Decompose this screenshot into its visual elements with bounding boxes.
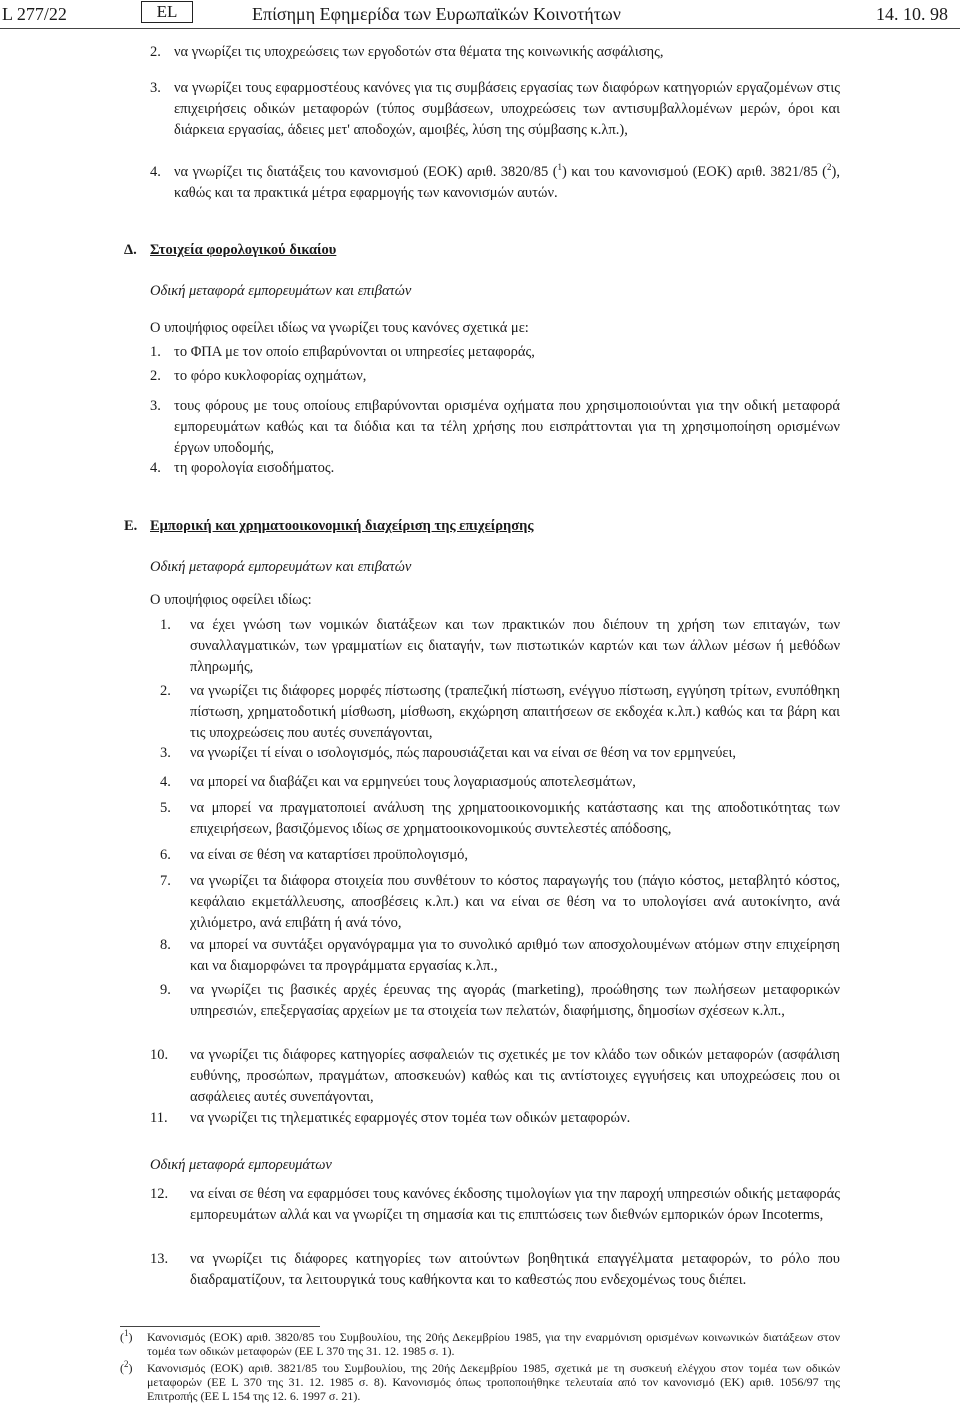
list-item: 4. να γνωρίζει τις διατάξεις του κανονισμού (ΕΟΚ) αριθ. 3820/85 ($^1$) και του κανονισμού (ΕΟΚ) αριθ. 3821/85 ($^2$), καθώς και τα πρακτικά μέτρα εφαρμογής των κανονισμών αυτών. bbox=[150, 162, 840, 201]
list-item: 5. να μπορεί να πραγματοποιεί ανάλυση της χρηματοοικονομικής κατάστασης και της αποδοτικότητας των επιχειρήσεων, βασιζόμενος ιδίως σε χρηματοοικονομικούς συντελεστές απόδοσης, bbox=[160, 800, 840, 837]
list-item: 1. το ΦΠΑ με τον οποίο επιβαρύνονται οι υπηρεσίες μεταφοράς, bbox=[150, 344, 535, 360]
list-item: 8. να μπορεί να συντάξει οργανόγραμμα για το συνολικό αριθμό των αποσχολουμένων ατόμων στην επιχείρηση και να διαμορφώνει τα προγράμματα εργασίας κ.λπ., bbox=[160, 937, 840, 974]
language-box: EL bbox=[141, 1, 193, 23]
list-item: 9. να γνωρίζει τις βασικές αρχές έρευνας της αγοράς (marketing), προώθησης των πωλήσεων μεταφορικών υπηρεσιών, επεξεργασίας αρχείων με τα στοιχεία των πελατών, διαφήμισης, δημοσίων σχέσεων κ.λπ., bbox=[160, 982, 840, 1019]
intro-text: Ο υποψήφιος οφείλει ιδίως να γνωρίζει τους κανόνες σχετικά με: bbox=[150, 320, 529, 336]
page-reference: L 277/22 bbox=[2, 4, 67, 24]
subheading: Οδική μεταφορά εμπορευμάτων bbox=[150, 1157, 332, 1173]
list-item: 3. να γνωρίζει τί είναι ο ισολογισμός, πώς παρουσιάζεται και να είναι σε θέση να τον ερμηνεύει, bbox=[160, 745, 736, 761]
list-item: 3. να γνωρίζει τους εφαρμοστέους κανόνες για τις συμβάσεις εργασίας των διαφόρων κατηγοριών εργαζομένων στις επιχειρήσεις οδικών μεταφορών (τύπος συμβάσεων, υποχρεώσεις των αντισυμβαλλομένων μερών, όροι και διάρκεια εργασίας, άδειες μετ' αποδοχών, αμοιβές, λύση της σύμβασης κ.λπ.), bbox=[150, 80, 840, 138]
list-item: 10. να γνωρίζει τις διάφορες κατηγορίες ασφαλειών τις σχετικές με τον κλάδο των οδικών μεταφορών (ασφάλιση ευθύνης, προσώπων, πραγμάτων, αποσκευών) καθώς και τις αντίστοιχες εγγυήσεις και υποχρεώσεις που οι ασφάλειες αυτές συνεπάγονται, bbox=[150, 1047, 840, 1105]
list-item: 4. τη φορολογία εισοδήματος. bbox=[150, 460, 335, 476]
subheading: Οδική μεταφορά εμπορευμάτων και επιβατών bbox=[150, 559, 412, 575]
list-item: 2. να γνωρίζει τις υποχρεώσεις των εργοδοτών στα θέματα της κοινωνικής ασφάλισης, bbox=[150, 44, 664, 60]
list-item: 6. να είναι σε θέση να καταρτίσει προϋπολογισμό, bbox=[160, 847, 469, 863]
section-title: Στοιχεία φορολογικού δικαίου bbox=[150, 242, 337, 258]
section-letter: Δ. bbox=[124, 242, 137, 258]
list-item: 1. να έχει γνώση των νομικών διατάξεων και των πρακτικών που διέπουν τη χρήση των επιταγών, των συναλλαγματικών, των γραμματίων εις διαταγήν, των πιστωτικών καρτών και των άλλων μέσων ή μεθόδων πληρωμής, bbox=[160, 617, 840, 675]
footnote-ref[interactable]: 2 bbox=[827, 162, 832, 173]
page-header bbox=[0, 0, 960, 30]
list-item: 2. το φόρο κυκλοφορίας οχημάτων, bbox=[150, 368, 367, 384]
list-item: 2. να γνωρίζει τις διάφορες μορφές πίστωσης (τραπεζική πίστωση, ενέγγυο πίστωση, εγγύηση τρίτων, ενυπόθηκη πίστωση, χρηματοδοτική μίσθωση, μίσθωση, εκχώρηση απαιτήσεων σε εκδοχέα κ.λπ.) καθώς και τα βάρη και τις υποχρεώσεις που αυτές συνεπάγονται, bbox=[160, 683, 840, 741]
footnote-divider bbox=[120, 1326, 320, 1327]
footnote: ($^1$) Κανονισμός (ΕΟΚ) αριθ. 3820/85 του Συμβουλίου, της 20ής Δεκεμβρίου 1985, για την εναρμόνιση ορισμένων κοινωνικών διατάξεων στον τομέα των οδικών μεταφορών (ΕΕ L 370 της 31. 12. 1985 σ. 1). bbox=[120, 1328, 840, 1358]
header-divider bbox=[0, 28, 960, 29]
list-item: 4. να μπορεί να διαβάζει και να ερμηνεύει τους λογαριασμούς αποτελεσμάτων, bbox=[160, 774, 636, 790]
section-letter: Ε. bbox=[124, 518, 138, 534]
list-item: 11. να γνωρίζει τις τηλεματικές εφαρμογές στον τομέα των οδικών μεταφορών. bbox=[150, 1110, 631, 1126]
footnote-number: 1 bbox=[124, 1328, 129, 1338]
list-item: 7. να γνωρίζει τα διάφορα στοιχεία που συνθέτουν το κόστος παραγωγής του (πάγιο κόστος, μεταβλητό κόστος, κεφάλαιο εκμετάλλευσης, αποσβέσεις κ.λπ.) και να είναι σε θέση να το υπολογίσει ανά αυτοκίνητο, ανά χιλιόμετρο, ανά επιβάτη ή ανά τόνο, bbox=[160, 873, 840, 931]
section-title: Εμπορική και χρηματοοικονομική διαχείριση της επιχείρησης bbox=[150, 518, 534, 534]
list-item: 12. να είναι σε θέση να εφαρμόσει τους κανόνες έκδοσης τιμολογίων για την παροχή υπηρεσιών οδικής μεταφοράς εμπορευμάτων αλλά και να γνωρίζει τη σημασία και τις επιπτώσεις των διεθνών εμπορικών όρων Incoterms, bbox=[150, 1186, 840, 1223]
footnote-ref[interactable]: 1 bbox=[557, 162, 563, 173]
intro-text: Ο υποψήφιος οφείλει ιδίως: bbox=[150, 592, 312, 608]
issue-date: 14. 10. 98 bbox=[876, 4, 948, 24]
journal-title: Επίσημη Εφημερίδα των Ευρωπαϊκών Κοινοτήτων bbox=[252, 4, 621, 24]
subheading: Οδική μεταφορά εμπορευμάτων και επιβατών bbox=[150, 283, 412, 299]
footnote-number: 2 bbox=[124, 1359, 129, 1369]
footnote: ($^2$) Κανονισμός (ΕΟΚ) αριθ. 3821/85 του Συμβουλίου, της 20ής Δεκεμβρίου 1985, σχετικά με τη συσκευή ελέγχου στον τομέα των οδικών μεταφορών (ΕΕ L 370 της 31. 12. 1985 σ. 8). Κανονισμός όπως τροποποιήθηκε τελευταία από τον κανονισμό (ΕΚ) αριθ. 1056/97 της Επιτροπής (ΕΕ L 154 της 12. 6. 1997 σ. 21). bbox=[120, 1359, 840, 1403]
list-item: 13. να γνωρίζει τις διάφορες κατηγορίες των αιτούντων βοηθητικά επαγγέλματα μεταφορών, το ρόλο που διαδραματίζουν, τα λειτουργικά τους καθήκοντα και το καθεστώς που ενδεχομένως τους διέπει. bbox=[150, 1251, 840, 1288]
list-item: 3. τους φόρους με τους οποίους επιβαρύνονται ορισμένα οχήματα που χρησιμοποιούνται για την οδική μεταφορά εμπορευμάτων καθώς και τα διόδια και τα τέλη χρήσης που εισπράττονται για τη χρησιμοποίηση ορισμένων έργων υποδομής, bbox=[150, 398, 840, 456]
